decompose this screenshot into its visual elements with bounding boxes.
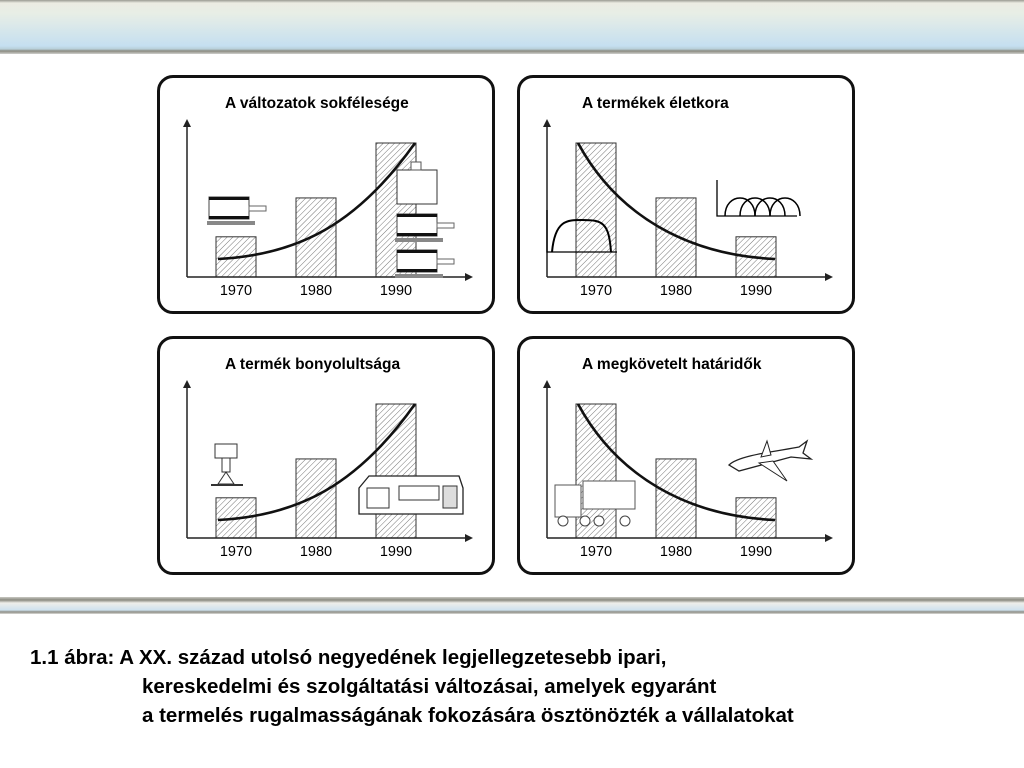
y-axis-arrow-icon bbox=[543, 119, 551, 127]
x-tick-label: 1990 bbox=[379, 283, 413, 299]
bar-1990 bbox=[376, 404, 416, 538]
electric-motor-icon bbox=[207, 197, 266, 225]
chart-plot bbox=[517, 336, 857, 578]
x-tick-label: 1970 bbox=[219, 283, 253, 299]
x-tick-label: 1970 bbox=[219, 544, 253, 560]
caption-line-2: kereskedelmi és szolgáltatási változásai, amelyek egyaránt bbox=[142, 675, 717, 698]
chart-plot bbox=[157, 336, 497, 578]
x-axis-arrow-icon bbox=[465, 273, 473, 281]
x-tick-label: 1990 bbox=[739, 544, 773, 560]
bar-1980 bbox=[656, 459, 696, 538]
x-tick-label: 1980 bbox=[299, 283, 333, 299]
chart-title: A termék bonyolultsága bbox=[225, 356, 401, 373]
slide-top-band bbox=[0, 0, 1024, 54]
x-axis-arrow-icon bbox=[825, 273, 833, 281]
x-tick-label: 1990 bbox=[379, 544, 413, 560]
caption-line-1: 1.1 ábra: A XX. század utolsó negyedének legjellegzetesebb ipari, bbox=[30, 646, 667, 669]
caption-line-3: a termelés rugalmasságának fokozására ösztönözték a vállalatokat bbox=[142, 704, 794, 727]
cnc-lathe-icon bbox=[359, 476, 463, 514]
y-axis-arrow-icon bbox=[543, 380, 551, 388]
chart-plot bbox=[157, 75, 497, 317]
chart-panel-deadlines bbox=[517, 336, 855, 575]
truck-icon bbox=[555, 481, 635, 526]
slide-bottom-band bbox=[0, 597, 1024, 614]
y-axis-arrow-icon bbox=[183, 380, 191, 388]
bar-1980 bbox=[296, 459, 336, 538]
chart-plot bbox=[517, 75, 857, 317]
electric-motor-variants-icon bbox=[395, 162, 454, 278]
chart-panel-product-lifetime bbox=[517, 75, 855, 314]
y-axis-arrow-icon bbox=[183, 119, 191, 127]
x-tick-label: 1990 bbox=[739, 283, 773, 299]
x-tick-label: 1980 bbox=[659, 544, 693, 560]
x-tick-label: 1970 bbox=[579, 544, 613, 560]
chart-title: A változatok sokfélesége bbox=[225, 95, 409, 112]
x-axis-arrow-icon bbox=[825, 534, 833, 542]
airplane-icon bbox=[729, 441, 811, 481]
x-tick-label: 1970 bbox=[579, 283, 613, 299]
bar-1980 bbox=[296, 198, 336, 277]
bar-1970 bbox=[576, 143, 616, 277]
short-lifecycle-curves-icon bbox=[717, 180, 800, 216]
x-tick-label: 1980 bbox=[299, 544, 333, 560]
chart-panel-complexity bbox=[157, 336, 495, 575]
chart-title: A megkövetelt határidők bbox=[582, 356, 762, 373]
chart-title: A termékek életkora bbox=[582, 95, 729, 112]
drill-press-icon bbox=[211, 444, 243, 486]
x-axis-arrow-icon bbox=[465, 534, 473, 542]
figure-caption bbox=[30, 643, 794, 730]
bar-1980 bbox=[656, 198, 696, 277]
chart-panel-variety bbox=[157, 75, 495, 314]
x-tick-label: 1980 bbox=[659, 283, 693, 299]
